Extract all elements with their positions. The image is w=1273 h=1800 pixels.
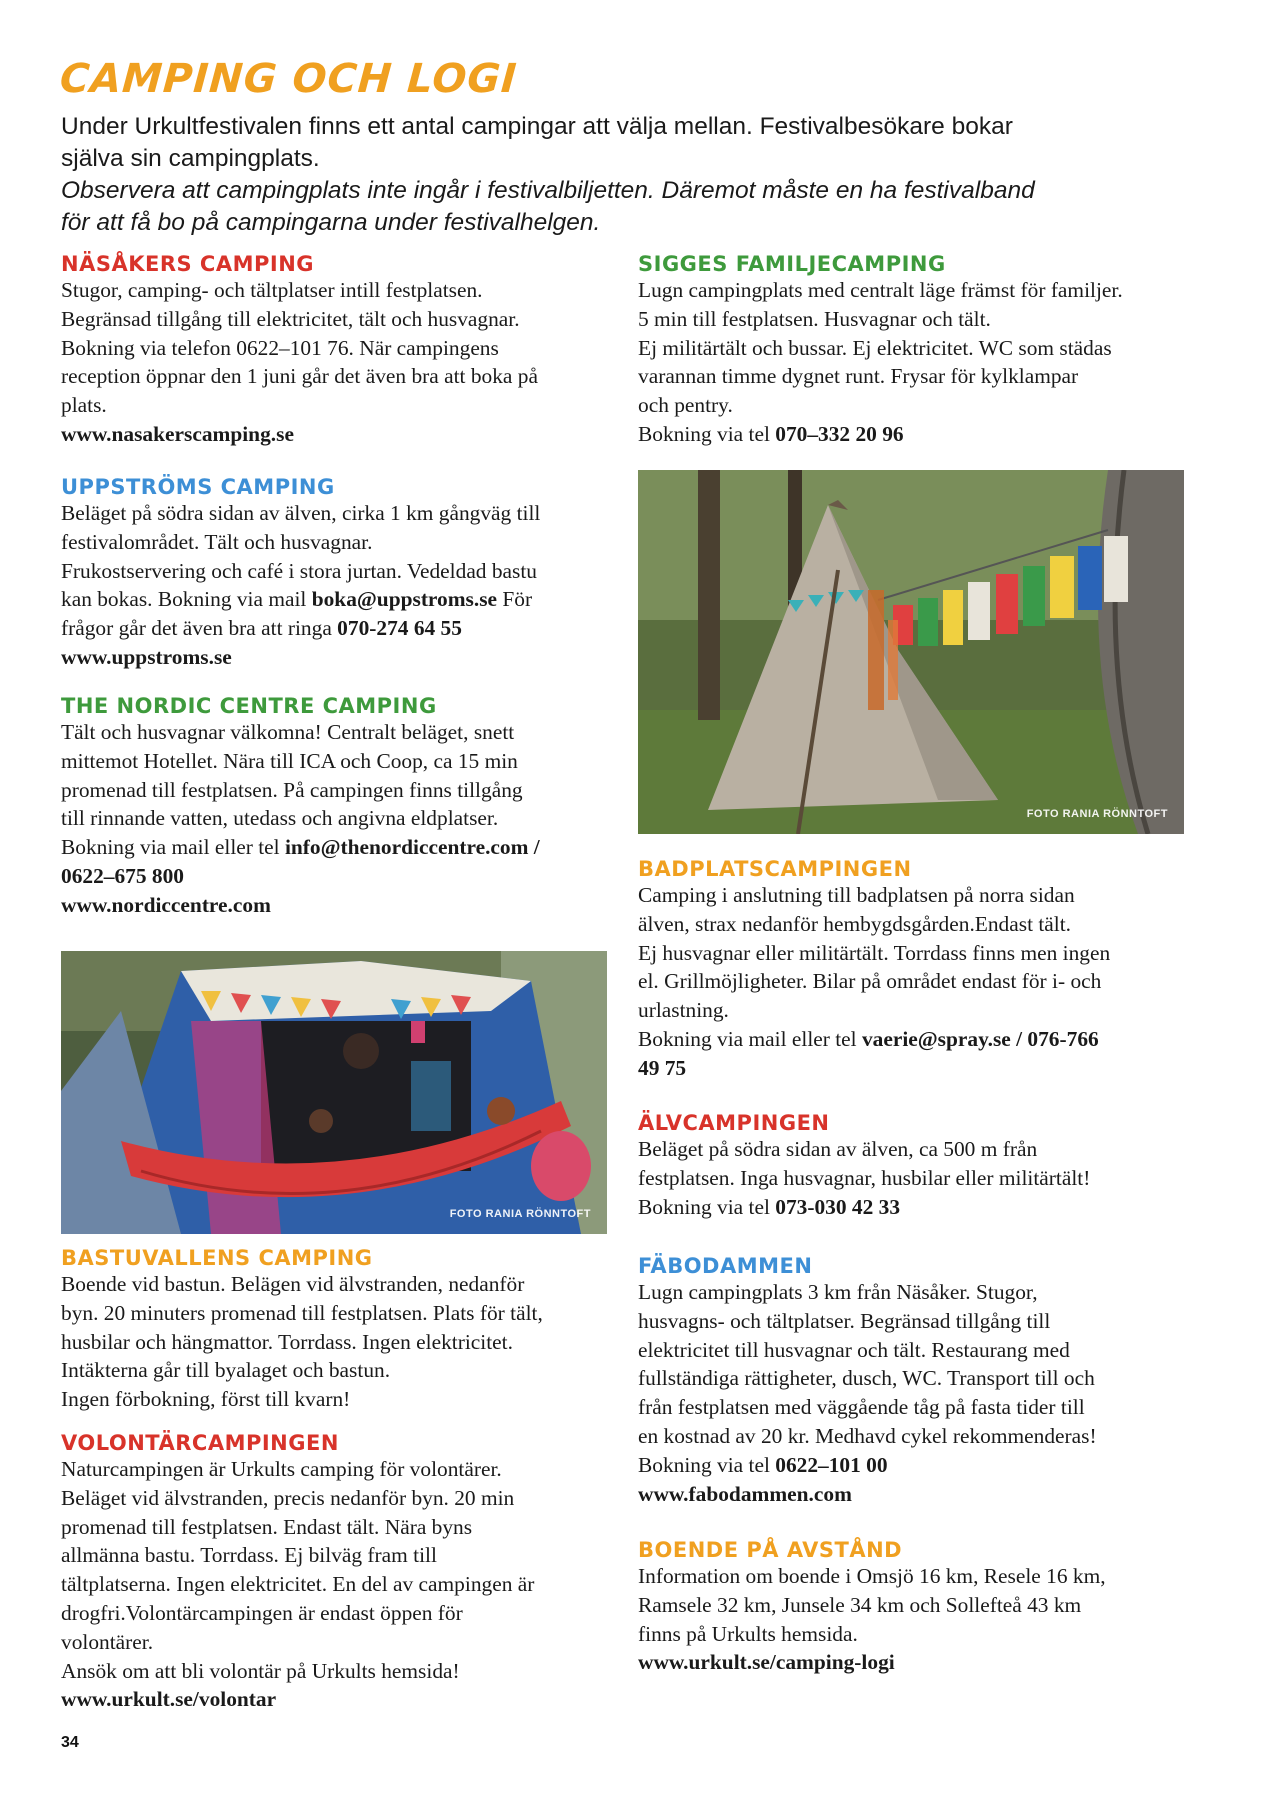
text-line: Begränsad tillgång till elektricitet, tält och husvagnar. bbox=[61, 306, 520, 331]
website-link[interactable]: www.urkult.se/camping-logi bbox=[638, 1650, 895, 1675]
phone-number[interactable]: 070–332 20 96 bbox=[775, 421, 904, 446]
text-line: till rinnande vatten, utedass och angivna eldplatser. bbox=[61, 806, 499, 831]
text-line: fullständiga rättigheter, dusch, WC. Transport till och bbox=[638, 1366, 1095, 1391]
text-line: husvagns- och tältplatser. Begränsad tillgång till bbox=[638, 1308, 1051, 1333]
section-heading: NÄSÅKERS CAMPING bbox=[61, 252, 315, 276]
text-line: mittemot Hotellet. Nära till ICA och Coop, ca 15 min bbox=[61, 748, 518, 773]
section-bastuvallens bbox=[61, 1246, 621, 1414]
photo-hammock-tent bbox=[61, 951, 607, 1234]
text-line: Information om boende i Omsjö 16 km, Resele 16 km, bbox=[638, 1564, 1106, 1588]
photo-tipi-tent bbox=[638, 470, 1184, 834]
text-line: kan bokas. Bokning via mail bbox=[61, 587, 312, 612]
text-line: Beläget på södra sidan av älven, cirka 1 km gångväg till bbox=[61, 501, 541, 525]
contact-link[interactable]: vaerie@spray.se / 076-766 bbox=[861, 1026, 1099, 1051]
website-link[interactable]: www.uppstroms.se bbox=[61, 644, 232, 669]
text-line: från festplatsen med väggående tåg på fasta tider till bbox=[638, 1395, 1085, 1420]
section-heading: ÄLVCAMPINGEN bbox=[638, 1111, 830, 1135]
text-line: byn. 20 minuters promenad till festplatsen. Plats för tält, bbox=[61, 1300, 543, 1325]
website-link[interactable]: www.nasakerscamping.se bbox=[61, 421, 294, 446]
text-line: frågor går det även bra att ringa bbox=[61, 616, 338, 641]
phone-number[interactable]: 070-274 64 55 bbox=[337, 616, 462, 641]
hammock-tent-illustration bbox=[61, 951, 607, 1234]
phone-number[interactable]: 0622–675 800 bbox=[61, 863, 184, 888]
phone-number[interactable]: 073-030 42 33 bbox=[775, 1194, 901, 1219]
section-fabodammen bbox=[638, 1254, 1198, 1508]
website-link[interactable]: www.fabodammen.com bbox=[638, 1481, 852, 1506]
text-line: Naturcampingen är Urkults camping för volontärer. bbox=[61, 1457, 502, 1481]
intro-note: Observera att campingplats inte ingår i festivalbiljetten. Däremot måste en ha festivalband bbox=[61, 177, 1035, 204]
page-number: 34 bbox=[61, 1734, 79, 1751]
text-line: Frukostservering och café i stora jurtan. Vedeldad bastu bbox=[61, 558, 538, 583]
section-heading: FÄBODAMMEN bbox=[638, 1254, 813, 1278]
section-volontarcampingen bbox=[61, 1431, 621, 1714]
text-line: festplatsen. Inga husvagnar, husbilar eller militärtält! bbox=[638, 1165, 1091, 1190]
section-heading: BASTUVALLENS CAMPING bbox=[61, 1246, 373, 1270]
email-link[interactable]: info@thenordiccentre.com / bbox=[284, 835, 540, 860]
photo-credit: FOTO RANIA RÖNNTOFT bbox=[1026, 808, 1168, 820]
text-line: varannan timme dygnet runt. Frysar för kylklampar bbox=[638, 364, 1079, 389]
text-line: Beläget vid älvstranden, precis nedanför byn. 20 min bbox=[61, 1485, 515, 1510]
text-line: Bokning via telefon 0622–101 76. När campingens bbox=[61, 335, 499, 360]
text-line: husbilar och hängmattor. Torrdass. Ingen elektricitet. bbox=[61, 1329, 513, 1354]
text-line: en kostnad av 20 kr. Medhavd cykel rekommenderas! bbox=[638, 1423, 1097, 1448]
section-nasakers bbox=[61, 252, 621, 449]
phone-number[interactable]: 49 75 bbox=[638, 1055, 687, 1080]
website-link[interactable]: www.nordiccentre.com bbox=[61, 892, 271, 917]
section-heading: UPPSTRÖMS CAMPING bbox=[61, 475, 335, 499]
section-boende-pa-avstand bbox=[638, 1538, 1198, 1677]
text-line: och pentry. bbox=[638, 393, 733, 418]
text-line: Camping i anslutning till badplatsen på norra sidan bbox=[638, 883, 1075, 907]
section-heading: BADPLATSCAMPINGEN bbox=[638, 857, 912, 881]
text-line: Lugn campingplats 3 km från Näsåker. Stugor, bbox=[638, 1280, 1038, 1304]
text-line: tältplatserna. Ingen elektricitet. En del av campingen är bbox=[61, 1572, 535, 1597]
text-line: promenad till festplatsen. På campingen finns tillgång bbox=[61, 777, 523, 802]
text-line: urlastning. bbox=[638, 998, 729, 1023]
text-line: finns på Urkults hemsida. bbox=[638, 1621, 858, 1646]
text-line: Ansök om att bli volontär på Urkults hemsida! bbox=[61, 1658, 460, 1683]
section-badplatscampingen bbox=[638, 857, 1198, 1083]
text-line: Ingen förbokning, först till kvarn! bbox=[61, 1387, 351, 1412]
section-uppstroms bbox=[61, 475, 621, 672]
text-line: el. Grillmöjligheter. Bilar på området endast för i- och bbox=[638, 969, 1102, 994]
text-line: Intäkterna går till byalaget och bastun. bbox=[61, 1358, 391, 1383]
page-title: CAMPING OCH LOGI bbox=[58, 56, 519, 102]
text-line: Bokning via tel bbox=[638, 1194, 776, 1219]
text-line: elektricitet till husvagnar och tält. Restaurang med bbox=[638, 1337, 1070, 1362]
photo-credit: FOTO RANIA RÖNNTOFT bbox=[449, 1208, 591, 1220]
website-link[interactable]: www.urkult.se/volontar bbox=[61, 1687, 277, 1712]
text-line: Bokning via mail eller tel bbox=[638, 1026, 862, 1051]
section-heading: THE NORDIC CENTRE CAMPING bbox=[61, 694, 437, 718]
text-line: plats. bbox=[61, 393, 107, 418]
section-sigges bbox=[638, 252, 1198, 449]
text-line: älven, strax nedanför hembygdsgården.Endast tält. bbox=[638, 911, 1072, 936]
text-line: drogfri.Volontärcampingen är endast öppen för bbox=[61, 1600, 463, 1625]
text-line: allmänna bastu. Torrdass. Ej bilväg fram till bbox=[61, 1543, 437, 1568]
text-line: Stugor, camping- och tältplatser intill festplatsen. bbox=[61, 278, 483, 302]
text-line: 5 min till festplatsen. Husvagnar och tält. bbox=[638, 306, 991, 331]
text-line: Tält och husvagnar välkomna! Centralt beläget, snett bbox=[61, 720, 515, 744]
text-line: Bokning via mail eller tel bbox=[61, 835, 285, 860]
section-nordic-centre bbox=[61, 694, 621, 920]
text-line: reception öppnar den 1 juni går det även bra att boka på bbox=[61, 364, 538, 389]
text-line: Ej husvagnar eller militärtält. Torrdass finns men ingen bbox=[638, 940, 1111, 965]
text-line: Lugn campingplats med centralt läge främst för familjer. bbox=[638, 278, 1123, 302]
phone-number[interactable]: 0622–101 00 bbox=[775, 1452, 888, 1477]
text-line: För bbox=[497, 587, 533, 612]
section-heading: SIGGES FAMILJECAMPING bbox=[638, 252, 946, 276]
intro-line: Under Urkultfestivalen finns ett antal campingar att välja mellan. Festivalbesökare bokar bbox=[61, 113, 1013, 140]
section-alvcampingen bbox=[638, 1111, 1198, 1221]
text-line: Bokning via tel bbox=[638, 1452, 776, 1477]
intro-note: för att få bo på campingarna under festivalhelgen. bbox=[61, 209, 601, 236]
tipi-tent-illustration bbox=[638, 470, 1184, 834]
intro-line: själva sin campingplats. bbox=[61, 145, 320, 172]
text-line: Ramsele 32 km, Junsele 34 km och Sollefteå 43 km bbox=[638, 1592, 1082, 1617]
text-line: volontärer. bbox=[61, 1629, 154, 1654]
text-line: Boende vid bastun. Belägen vid älvstranden, nedanför bbox=[61, 1272, 525, 1296]
text-line: Ej militärtält och bussar. Ej elektricitet. WC som städas bbox=[638, 335, 1112, 360]
text-line: promenad till festplatsen. Endast tält. Nära byns bbox=[61, 1514, 473, 1539]
email-link[interactable]: boka@uppstroms.se bbox=[311, 587, 498, 612]
section-heading: BOENDE PÅ AVSTÅND bbox=[638, 1538, 903, 1562]
section-heading: VOLONTÄRCAMPINGEN bbox=[61, 1431, 339, 1455]
text-line: festivalområdet. Tält och husvagnar. bbox=[61, 529, 373, 554]
text-line: Bokning via tel bbox=[638, 421, 776, 446]
text-line: Beläget på södra sidan av älven, ca 500 m från bbox=[638, 1137, 1038, 1161]
